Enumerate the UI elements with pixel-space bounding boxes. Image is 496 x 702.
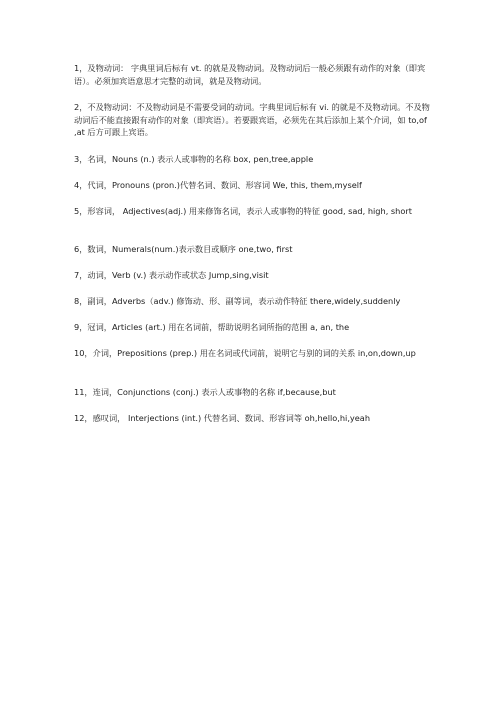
paragraph-conjunctions xyxy=(74,386,434,399)
paragraph-articles xyxy=(74,321,434,334)
paragraph-numerals xyxy=(74,243,434,256)
paragraph-text: 7，动词，Verb (v.) 表示动作或状态 Jump,sing,visit xyxy=(74,270,269,280)
paragraph-text: 6，数词，Numerals(num.)表示数目或顺序 one,two, first xyxy=(74,244,293,254)
paragraph-text: 2，不及物动词：不及物动词是不需要受词的动词。字典里词后标有 vi. 的就是不及物动词。不及物动词后不能直接跟有动作的对象（即宾语）。若要跟宾语，必须先在其后添加上某个介词，如 to,of ,at 后方可跟上宾语。 xyxy=(74,102,430,137)
paragraph-interjections xyxy=(74,412,434,425)
paragraph-text: 5，形容词， Adjectives(adj.) 用来修饰名词，表示人或事物的特征 good, sad, high, short xyxy=(74,206,412,216)
paragraph-nouns xyxy=(74,153,434,166)
paragraph-verb xyxy=(74,269,434,282)
paragraph-text: 4，代词，Pronouns (pron.)代替名词、数词、形容词 We, this, them,myself xyxy=(74,180,362,190)
paragraph-adverbs xyxy=(74,295,434,308)
paragraph-text: 1，及物动词： 字典里词后标有 vt. 的就是及物动词。及物动词后一般必须跟有动作的对象（即宾语）。必须加宾语意思才完整的动词，就是及物动词。 xyxy=(74,63,426,86)
paragraph-text: 3，名词，Nouns (n.) 表示人或事物的名称 box, pen,tree,apple xyxy=(74,154,314,164)
paragraph-text: 12，感叹词， Interjections (int.) 代替名词、数词、形容词等 oh,hello,hi,yeah xyxy=(74,413,371,423)
paragraph-intransitive-verb xyxy=(74,101,434,139)
paragraph-text: 11，连词，Conjunctions (conj.) 表示人或事物的名称 if,because,but xyxy=(74,387,336,397)
paragraph-transitive-verb xyxy=(74,62,434,87)
paragraph-text: 10，介词，Prepositions (prep.) 用在名词或代词前，说明它与别的词的关系 in,on,down,up xyxy=(74,348,416,358)
paragraph-text: 9，冠词，Articles (art.) 用在名词前，帮助说明名词所指的范围 a, an, the xyxy=(74,322,350,332)
paragraph-adjectives xyxy=(74,205,434,218)
paragraph-pronouns xyxy=(74,179,434,192)
paragraph-prepositions xyxy=(74,347,434,360)
paragraph-text: 8，副词，Adverbs（adv.) 修饰动、形、副等词，表示动作特征 there,widely,suddenly xyxy=(74,296,401,306)
